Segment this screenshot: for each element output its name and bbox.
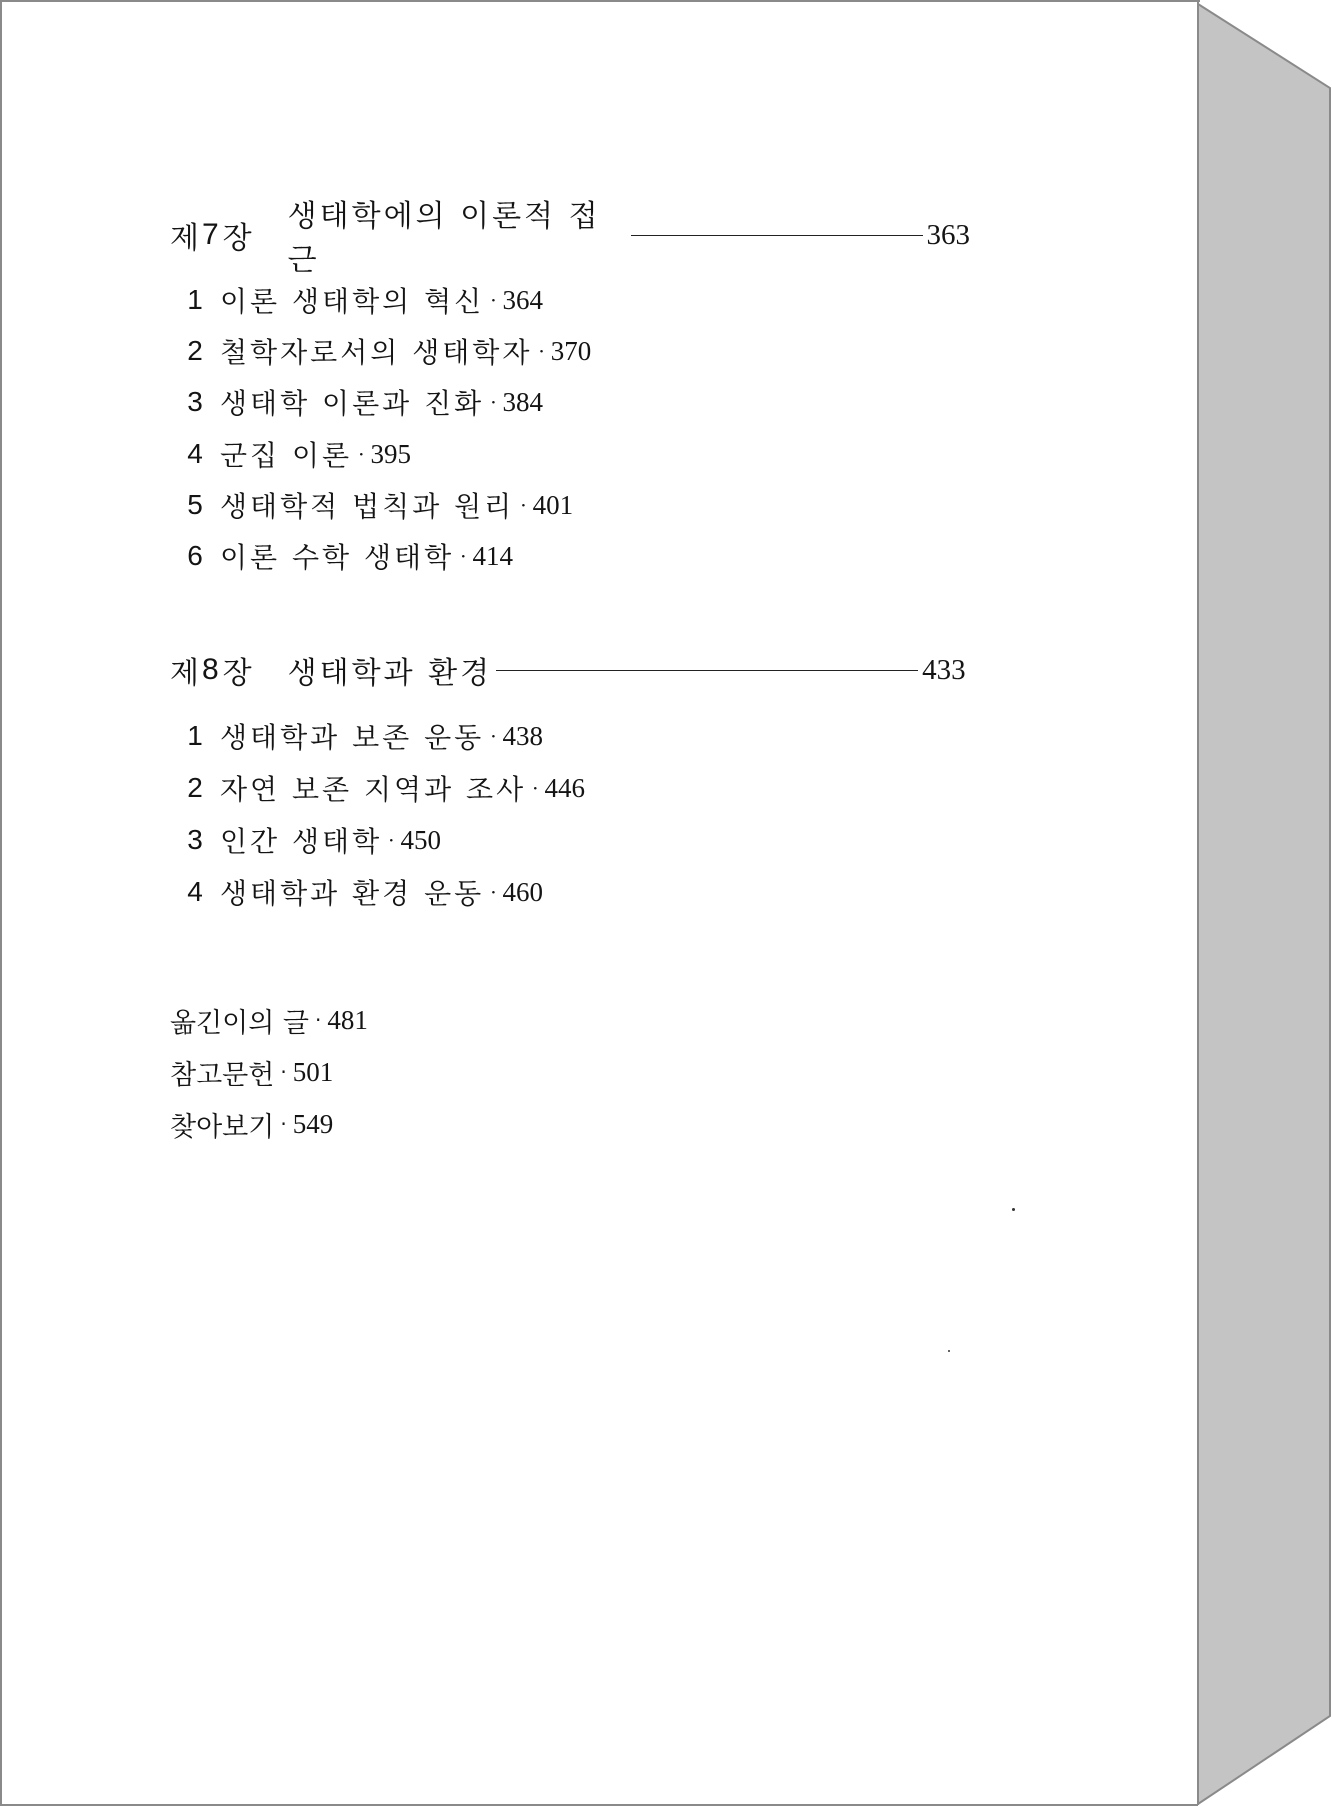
- chapter-heading: [170, 647, 966, 693]
- separator-dot: ·: [520, 493, 527, 517]
- section-page-number: 438: [502, 720, 544, 751]
- separator-dot: ·: [490, 288, 497, 312]
- section-number: 3: [187, 824, 203, 855]
- section-entry: [170, 820, 441, 860]
- section-number: 3: [187, 386, 203, 417]
- section-title: 자연 보존 지역과 조사: [220, 773, 527, 806]
- section-title: 군집 이론: [220, 439, 353, 472]
- section-title: 철학자로서의 생태학자: [220, 336, 533, 369]
- section-title: 생태학 이론과 진화: [220, 387, 485, 420]
- section-title: 이론 수학 생태학: [220, 541, 455, 574]
- chapter-prefix: 제: [170, 221, 200, 256]
- section-title: 인간 생태학: [220, 825, 383, 858]
- separator-dot: ·: [460, 544, 467, 568]
- separator-dot: ·: [280, 1112, 287, 1136]
- back-matter-entry: [170, 1052, 333, 1092]
- back-matter-title: 옮긴이의 글: [170, 1007, 309, 1039]
- chapter-title: 생태학에의 이론적 접근: [287, 199, 601, 278]
- section-entry: [170, 331, 591, 371]
- scan-speck: [948, 1350, 950, 1352]
- section-title: 생태학적 법칙과 원리: [220, 490, 515, 523]
- section-entry: [170, 280, 543, 320]
- chapter-suffix: 장: [222, 656, 252, 691]
- section-number: 1: [187, 720, 203, 751]
- back-matter-page-number: 481: [327, 1004, 368, 1035]
- section-number: 4: [187, 438, 203, 469]
- section-entry: [170, 485, 573, 525]
- section-title: 이론 생태학의 혁신: [220, 285, 485, 318]
- separator-dot: ·: [532, 776, 539, 800]
- section-number: 5: [187, 489, 203, 520]
- section-page-number: 401: [532, 489, 574, 520]
- section-page-number: 446: [544, 772, 585, 803]
- chapter-prefix: 제: [170, 656, 200, 691]
- back-matter-title: 참고문헌: [170, 1059, 275, 1091]
- separator-dot: ·: [388, 828, 395, 852]
- back-matter-page-number: 501: [292, 1056, 334, 1087]
- leader-line: [496, 670, 918, 671]
- back-matter-entry: [170, 1104, 333, 1144]
- separator-dot: ·: [490, 724, 497, 748]
- scan-speck: [1012, 1208, 1015, 1211]
- separator-dot: ·: [280, 1060, 287, 1084]
- section-entry: [170, 872, 543, 912]
- back-matter-page-number: 549: [292, 1108, 334, 1139]
- section-number: 2: [187, 335, 203, 366]
- chapter-title: 생태학과 환경: [287, 656, 493, 691]
- back-matter-title: 찾아보기: [170, 1111, 275, 1143]
- section-page-number: 364: [502, 284, 544, 315]
- separator-dot: ·: [490, 880, 497, 904]
- chapter-number: 8: [201, 653, 219, 686]
- section-entry: [170, 382, 543, 422]
- section-number: 2: [187, 772, 203, 803]
- back-matter-entry: [170, 1000, 368, 1040]
- section-title: 생태학과 보존 운동: [220, 721, 485, 754]
- section-page-number: 460: [502, 876, 544, 907]
- separator-dot: ·: [490, 390, 497, 414]
- chapter-heading: [170, 199, 970, 278]
- separator-dot: ·: [315, 1008, 322, 1032]
- chapter-page-number: 363: [926, 218, 970, 251]
- section-entry: [170, 434, 411, 474]
- section-entry: [170, 716, 543, 756]
- section-number: 6: [187, 540, 203, 571]
- chapter-suffix: 장: [222, 221, 252, 256]
- chapter-number: 7: [201, 218, 219, 251]
- section-entry: [170, 768, 585, 808]
- chapter-page-number: 433: [922, 653, 966, 686]
- section-title: 생태학과 환경 운동: [220, 877, 485, 910]
- section-page-number: 450: [400, 824, 442, 855]
- section-number: 4: [187, 876, 203, 907]
- section-entry: [170, 536, 513, 576]
- section-page-number: 395: [370, 438, 411, 469]
- separator-dot: ·: [538, 339, 545, 363]
- section-page-number: 370: [550, 335, 592, 366]
- separator-dot: ·: [358, 442, 365, 466]
- section-page-number: 384: [502, 386, 544, 417]
- section-number: 1: [187, 284, 203, 315]
- section-page-number: 414: [472, 540, 513, 571]
- leader-line: [631, 235, 922, 236]
